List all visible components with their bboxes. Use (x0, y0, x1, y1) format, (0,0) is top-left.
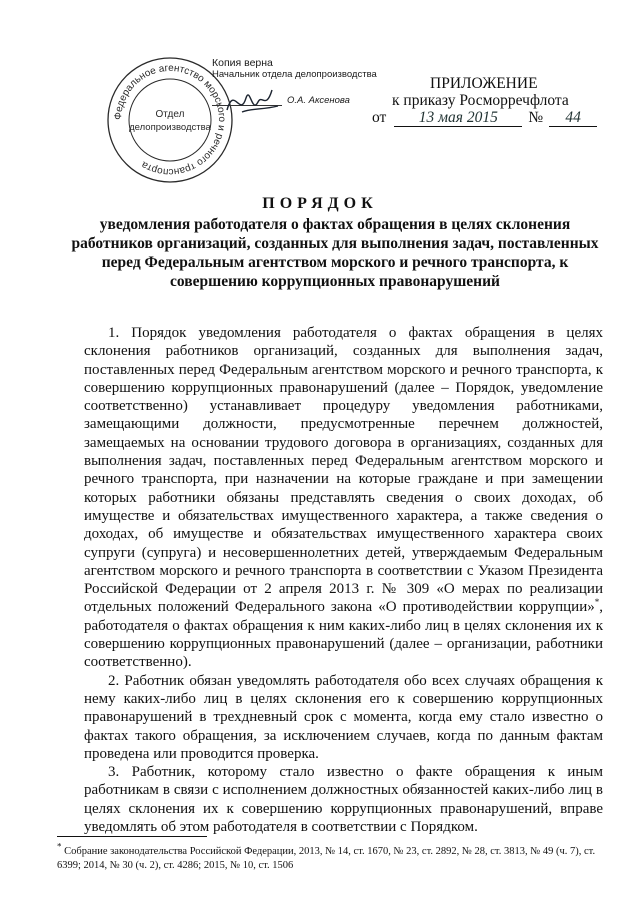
appendix-number-label: № (528, 109, 544, 126)
certification-block (212, 57, 377, 81)
document-title: ПОРЯДОК (262, 195, 378, 212)
paragraph-3: 3. Работник, которому стало известно о факте обращения к иным работникам в связи с исполнением должностных обязанностей каких-либо лиц в целях склонения их к совершению коррупционных правонарушений, вправе уведомлять об этом работодателя в соответствии с Порядком. (84, 764, 603, 836)
footnote-text: Собрание законодательства Российской Федерации, 2013, № 14, ст. 1670, № 23, ст. 2892, № 28, ст. 3813, № 49 (ч. 7), ст. 6399; 2014, № 30 (ч. 2), ст. 4286; 2015, № 10, ст. 1506 (57, 846, 596, 871)
certifier-name: О.А. Аксенова (287, 95, 350, 106)
appendix-heading: ПРИЛОЖЕНИЕ (430, 75, 538, 92)
appendix-from-label: от (372, 109, 387, 126)
appendix-date-line (372, 109, 602, 127)
footnote-marker: * (57, 841, 62, 852)
stamp-center-line2: делопроизводства (129, 122, 211, 133)
document-subtitle: уведомления работодателя о фактах обращения в целях склонения работников организаций, созданных для выполнения задач, поставленных перед Федеральным агентством морского и речного транспорта, к совершению коррупционных правонарушений (71, 216, 599, 290)
certifier-position: Начальник отдела делопроизводства (212, 69, 377, 80)
footnote (57, 841, 607, 872)
appendix-date: 13 мая 2015 (394, 109, 522, 127)
paragraph-1-part1: 1. Порядок уведомления работодателя о фактах обращения в целях склонения работников организаций, созданных для выполнения задач, поставленных перед Федеральным агентством морского и речного транспорта, к совершению коррупционных правонарушений (далее – Порядок, уведомление соответственно) устанавливает процедуру уведомления работниками, замещающими должности, предусмотренные перечнем должностей, замещаемых на основании трудового договора в организациях, созданных для выполнения задач, поставленных перед Федеральным агентством морского и речного транспорта, при назначении на которые граждане и при замещении которых работники обязаны представлять сведения о своих доходах, об имуществе и обязательствах имущественного характера, а также сведения о доходах, об имуществе и обязательствах имущественного характера своих супруги (супруга) и несовершеннолетних детей, утверждаемым Федеральным агентством морского и речного транспорта в соответствии с Указом Президента Российской Федерации от 2 апреля 2013 г. № 309 «О мерах по реализации отдельных положений Федерального закона «О противодействии коррупции» (84, 325, 603, 616)
handwritten-signature (222, 80, 282, 125)
document-body (84, 324, 603, 836)
paragraph-2: 2. Работник обязан уведомлять работодателя обо всех случаях обращения к нему каких-либо лиц в целях склонения его к совершению коррупционных правонарушений в трехдневный срок с момента, когда ему стало известно о фактах такого обращения, за исключением случаев, когда по данным фактам проведена или проводится проверка. (84, 672, 603, 762)
copy-label: Копия верна (212, 57, 273, 69)
stamp-center-line1: Отдел (155, 109, 185, 120)
paragraph-1-part2: , работодателя о фактах обращения к ним каких-либо лиц в целях склонения их к совершению коррупционных правонарушений (далее – организации, работники соответственно). (84, 599, 603, 671)
appendix-header (372, 75, 602, 127)
appendix-number: 44 (549, 109, 597, 127)
appendix-order-ref: к приказу Росморречфлота (392, 92, 569, 109)
footnote-divider (57, 836, 207, 837)
paragraph-1 (84, 324, 603, 672)
stamp-ring-text: Федеральное агентство морского и речного транспорта (112, 62, 228, 178)
footnote-ref: * (594, 597, 600, 608)
